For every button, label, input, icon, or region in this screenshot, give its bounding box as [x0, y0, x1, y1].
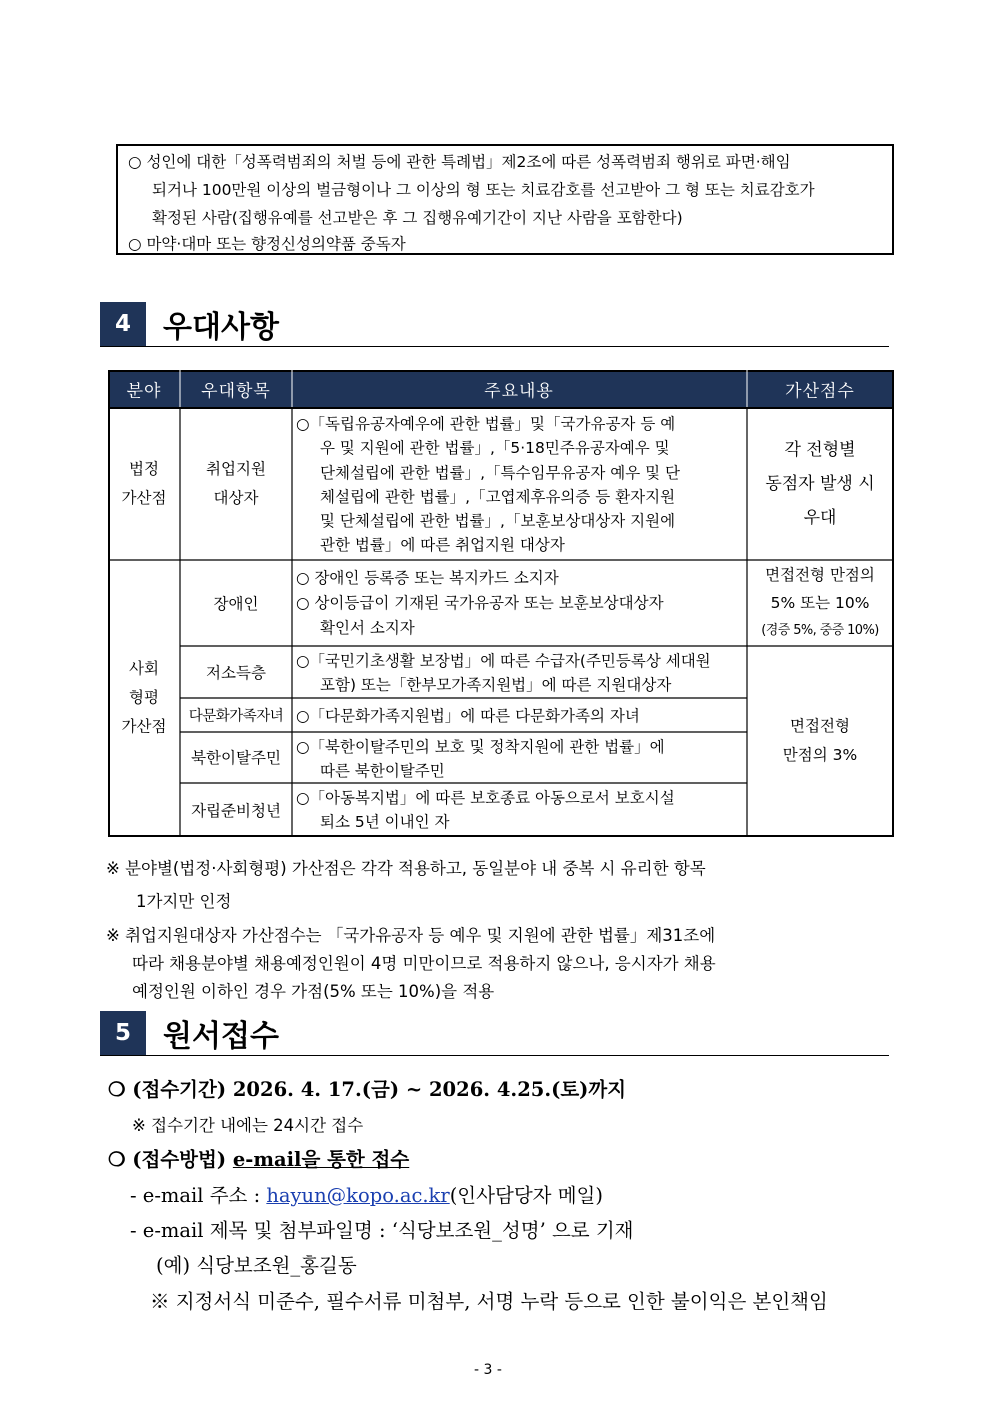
multicultural-item: 다문화가족자녀	[188, 708, 284, 725]
email-example: (예) 식당보조원_홍길동	[156, 1254, 357, 1277]
note-2-line-2: 따라 채용분야별 채용예정인원이 4명 미만이므로 적용하지 않으나, 응시자가 채용	[132, 954, 716, 973]
self-reliance-content: ○「아동복지법」에 따른 보호종료 아동으로서 보호시설 퇴소 5년 이내인 자	[296, 789, 675, 831]
multicultural-content: ○「다문화가족지원법」에 따른 다문화가족의 자녀	[296, 707, 640, 725]
box-line-4: ○ 마약·대마 또는 향정신성의약품 중독자	[128, 235, 406, 253]
section-4-title: 우대사항	[163, 310, 279, 345]
email-link[interactable]: hayun@kopo.ac.kr	[266, 1184, 450, 1207]
note-1-line-1: ※ 분야별(법정·사회형평) 가산점은 각각 적용하고, 동일분야 내 중복 시 유리한 항목	[106, 859, 706, 878]
section-5-rule	[100, 1055, 889, 1056]
disabled-content: ○ 장애인 등록증 또는 복지카드 소지자 ○ 상이등급이 기재된 국가유공자 또는 보훈보상대상자 확인서 소지자	[296, 569, 664, 637]
north-korean-content: ○「북한이탈주민의 보호 및 정착지원에 관한 법률」에 따른 북한이탈주민	[296, 738, 665, 780]
self-reliance-item: 자립준비청년	[191, 802, 281, 820]
section-5-title: 원서접수	[163, 1019, 279, 1054]
email-subject-line: - e-mail 제목 및 첨부파일명 : ‘식당보조원_성명’ 으로 기재	[130, 1219, 634, 1242]
low-income-content: ○「국민기초생활 보장법」에 따른 수급자(주민등록상 세대원 포함) 또는「한부모가족지원법」에 따른 지원대상자	[296, 652, 711, 694]
responsibility-warning: ※ 지정서식 미준수, 필수서류 미첨부, 서명 누락 등으로 인한 불이익은 본인책임	[150, 1290, 828, 1313]
note-2-line-1: ※ 취업지원대상자 가산점수는 「국가유공자 등 예우 및 지원에 관한 법률」제31조에	[106, 926, 716, 945]
box-line-3: 확정된 사람(집행유예를 선고받은 후 그 집행유예기간이 지난 사람을 포함한다)	[152, 209, 683, 227]
disabled-item: 장애인	[213, 595, 259, 613]
legal-item: 취업지원 대상자	[206, 460, 266, 507]
low-income-item: 저소득층	[206, 664, 266, 682]
application-period: ❍ (접수기간) 2026. 4. 17.(금) ~ 2026. 4.25.(토)까지	[108, 1078, 627, 1101]
legal-content: ○「독립유공자예우에 관한 법률」및「국가유공자 등 예 우 및 지원에 관한 법률」,「5·18민주유공자예우 및 단체설립에 관한 법률」,「특수임무유공자 예우 및 단 체설립에 관한 법률」,「고엽제후유의증 등 환자지원 및 단체설립에 관한 법률」,「보훈보상대상자 지원에 관한 법률」에 따른 취업지원 대상자	[296, 415, 681, 555]
header-content: 주요내용	[484, 381, 554, 402]
preference-table	[108, 370, 894, 837]
social-shared-points: 면접전형 만점의 3%	[782, 717, 858, 764]
box-line-1: ○ 성인에 대한「성폭력범죄의 처벌 등에 관한 특례법」제2조에 따른 성폭력범죄 행위로 파면·해임	[128, 153, 791, 171]
note-1-line-2: 1가지만 인정	[136, 892, 232, 911]
application-period-note: ※ 접수기간 내에는 24시간 접수	[132, 1116, 364, 1135]
header-points: 가산점수	[785, 381, 855, 402]
section-5-number: 5	[100, 1011, 146, 1055]
disqualification-box	[116, 144, 894, 255]
legal-points: 각 전형별 동점자 발생 시 우대	[765, 440, 875, 528]
header-category: 분야	[126, 381, 162, 402]
page-number: - 3 -	[474, 1362, 502, 1378]
box-line-2: 되거나 100만원 이상의 벌금형이나 그 이상의 형 또는 치료감호를 선고받아 그 형 또는 치료감호가	[152, 181, 815, 199]
section-4-number: 4	[100, 302, 146, 346]
legal-category: 법정 가산점	[121, 460, 167, 507]
social-category: 사회 형평 가산점	[121, 659, 167, 736]
section-4-rule	[100, 346, 889, 347]
header-item: 우대항목	[201, 381, 271, 402]
email-address-line: - e-mail 주소 : hayun@kopo.ac.kr(인사담당자 메일)	[130, 1184, 603, 1207]
north-korean-item: 북한이탈주민	[191, 749, 281, 767]
note-2-line-3: 예정인원 이하인 경우 가점(5% 또는 10%)을 적용	[132, 982, 495, 1001]
application-method: ❍ (접수방법) e-mail을 통한 접수	[108, 1148, 410, 1171]
disabled-points: 면접전형 만점의 5% 또는 10% (경증 5%, 중증 10%)	[761, 566, 879, 638]
